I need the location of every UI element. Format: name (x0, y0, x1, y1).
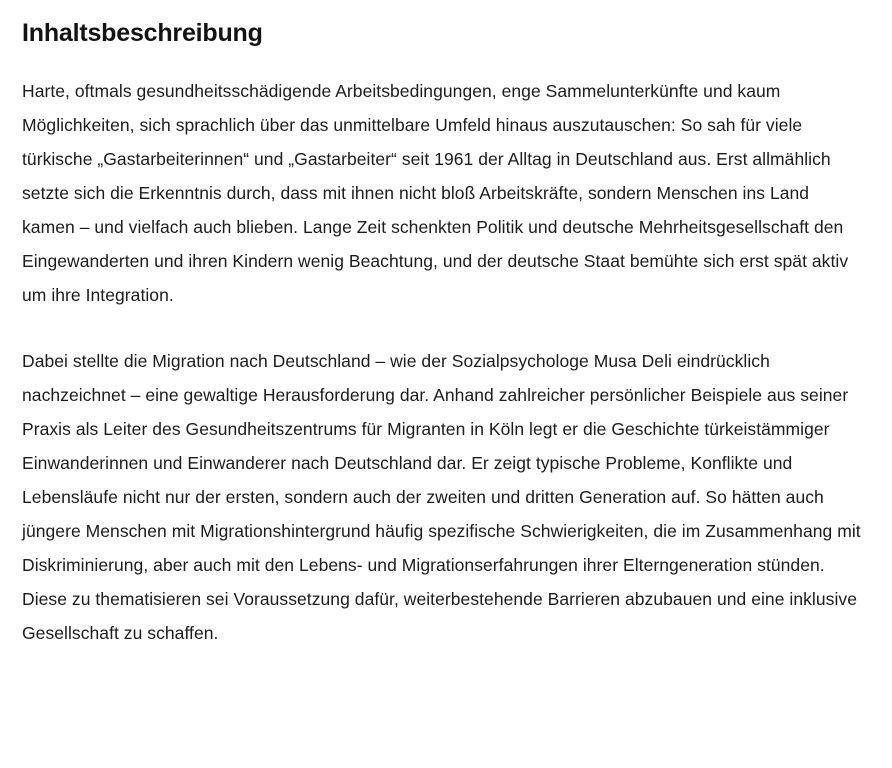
page-title: Inhaltsbeschreibung (22, 19, 263, 47)
description-paragraph-2: Dabei stellte die Migration nach Deutschland – wie der Sozialpsychologe Musa Deli eindrücklich nachzeichnet – eine gewaltige Herausforderung dar. Anhand zahlreicher persönlicher Beispiele aus seiner Praxis als Leiter des Gesundheitszentrums für Migranten in Köln legt er die Geschichte türkeistämmiger Einwanderinnen und Einwanderer nach Deutschland dar. Er zeigt typische Probleme, Konflikte und Lebensläufe nicht nur der ersten, sondern auch der zweiten und dritten Generation auf. So hätten auch jüngere Menschen mit Migrationshintergrund häufig spezifische Schwierigkeiten, die im Zusammenhang mit Diskriminierung, aber auch mit den Lebens- und Migrationserfahrungen ihrer Elterngeneration stünden. Diese zu thematisieren sei Voraussetzung dafür, weiterbestehende Barrieren abzubauen und eine inklusive Gesellschaft zu schaffen. (22, 351, 861, 643)
description-paragraph-1: Harte, oftmals gesundheitsschädigende Arbeitsbedingungen, enge Sammelunterkünfte und kaum Möglichkeiten, sich sprachlich über das unmittelbare Umfeld hinaus auszutauschen: So sah für viele türkische „Gastarbeiterinnen“ und „Gastarbeiter“ seit 1961 der Alltag in Deutschland aus. Erst allmählich setzte sich die Erkenntnis durch, dass mit ihnen nicht bloß Arbeitskräfte, sondern Menschen ins Land kamen – und vielfach auch blieben. Lange Zeit schenkten Politik und deutsche Mehrheitsgesellschaft den Eingewanderten und ihren Kindern wenig Beachtung, und der deutsche Staat bemühte sich erst spät aktiv um ihre Integration. (22, 81, 849, 305)
